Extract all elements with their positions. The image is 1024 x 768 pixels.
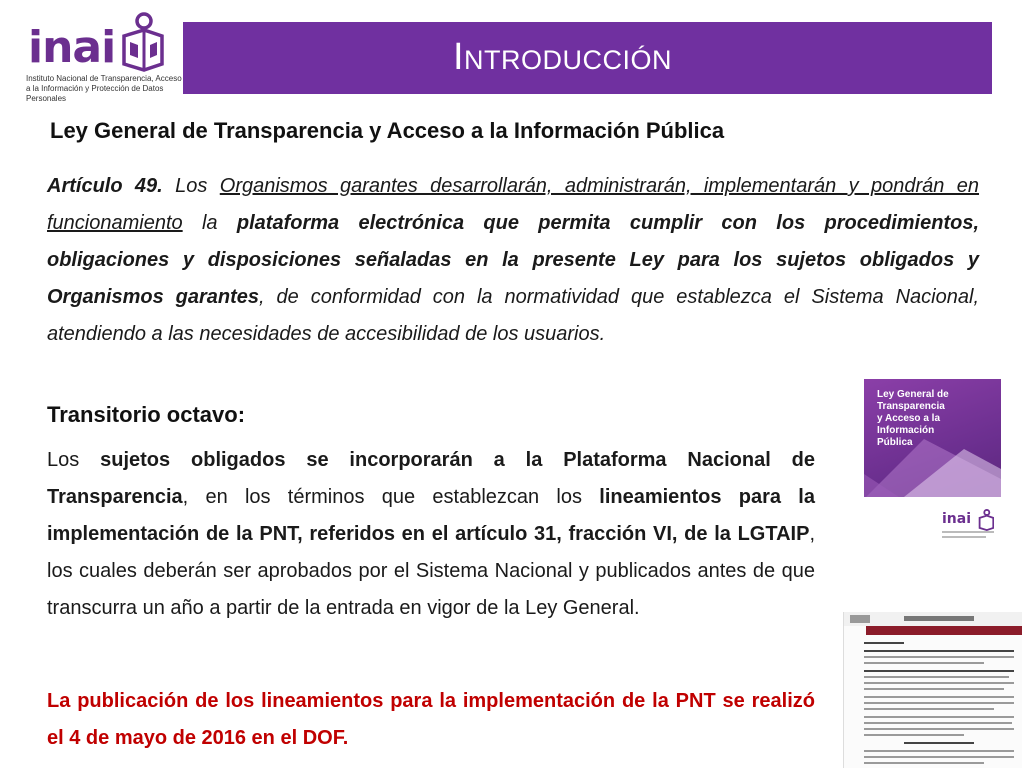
book-title-line: Información: [877, 425, 935, 436]
article-text: la: [182, 212, 237, 234]
book-title-line: Transparencia: [877, 401, 945, 412]
book-title-line: Pública: [877, 437, 913, 448]
book-title-line: y Acceso a la: [877, 413, 941, 424]
book-cover-image: [864, 379, 1001, 567]
transitorio-bold-text: lineamientos para la implementación de la PNT, referidos en el artículo 31, fracción VI, de la LGTAIP: [47, 486, 815, 545]
article-label: Artículo 49.: [47, 175, 163, 197]
article-49-paragraph: [47, 168, 979, 353]
transitorio-text: Los: [47, 449, 101, 471]
dof-nav-bar: [866, 626, 1022, 635]
dof-publication-thumbnail: [843, 612, 1022, 768]
dof-header-bar: [844, 612, 1022, 626]
transitorio-heading: Transitorio octavo:: [47, 402, 246, 427]
logo-caption: Instituto Nacional de Transparencia, Acceso a la Información y Protección de Datos Personales: [26, 74, 182, 103]
article-underlined-text: Organismos garantes desarrollarán, administrarán, implementarán y pondrán en funcionamiento: [47, 175, 980, 234]
article-text: , de conformidad con la normatividad que establezca el Sistema Nacional, atendiendo a las necesidades de accesibilidad de los usuarios.: [47, 286, 979, 345]
inai-emblem-icon: [114, 12, 164, 72]
transitorio-text: , los cuales deberán ser aprobados por el Sistema Nacional y publicados antes de que transcurra un año a partir de la entrada en vigor de la Ley General.: [47, 523, 815, 619]
article-text: Los: [162, 175, 220, 197]
transitorio-text: , en los términos que establezcan los: [182, 486, 600, 508]
page-title: Introducción: [453, 36, 673, 78]
book-footer: [864, 497, 1001, 567]
article-bold-text: plataforma electrónica que permita cumplir con los procedimientos, obligaciones y disposiciones señaladas en la presente Ley para los sujetos obligados y Organismos garantes: [47, 212, 979, 308]
law-title: Ley General de Transparencia y Acceso a la Información Pública: [50, 118, 725, 143]
book-title: [877, 389, 987, 449]
publication-note: La publicación de los lineamientos para la implementación de la PNT se realizó el 4 de mayo de 2016 en el DOF.: [47, 690, 815, 749]
logo-wordmark: inai: [28, 22, 116, 73]
transitorio-paragraph: [47, 442, 815, 627]
book-title-line: Ley General de: [877, 389, 949, 400]
book-inai-logo: inai: [942, 511, 972, 527]
inai-logo: [20, 12, 185, 103]
transitorio-bold-text: sujetos obligados se incorporarán a la Plataforma Nacional de Transparencia: [47, 449, 815, 508]
title-bar: [183, 22, 992, 94]
book-inai-emblem-icon: [976, 509, 994, 531]
